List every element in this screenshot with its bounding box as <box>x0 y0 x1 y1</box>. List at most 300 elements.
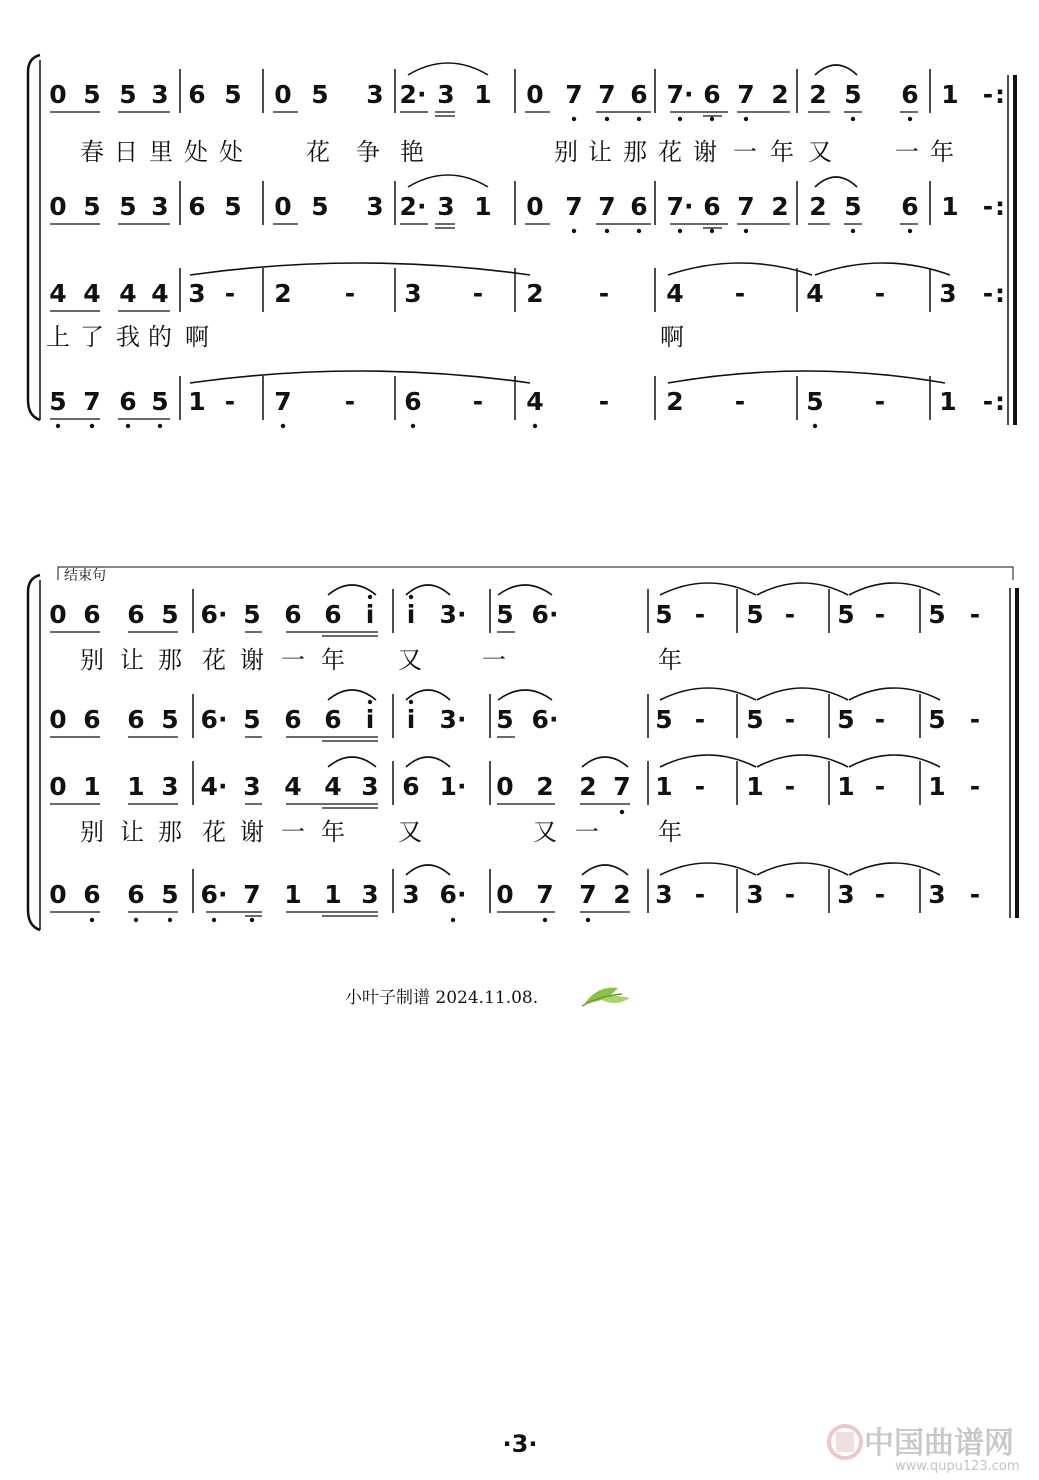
note: 3· <box>439 705 467 734</box>
slur <box>660 688 756 700</box>
note: 0 <box>274 192 292 221</box>
lyric-char: 啊 <box>185 323 209 351</box>
octave-dot <box>572 229 576 233</box>
note: 3 <box>151 80 169 109</box>
note: 6 <box>901 192 919 221</box>
lyric-char: 让 <box>588 138 612 166</box>
lyric-char: 年 <box>658 646 682 674</box>
note: 6 <box>324 600 342 629</box>
note: 5 <box>928 600 946 629</box>
note: - <box>598 279 610 308</box>
note: 3 <box>928 880 946 909</box>
note: 5 <box>224 192 242 221</box>
lyric-char: 花 <box>202 818 226 846</box>
note: 6 <box>404 387 422 416</box>
lyric-char: 艳 <box>400 138 424 166</box>
note: 6· <box>531 600 559 629</box>
note: 2· <box>399 80 427 109</box>
note: 2 <box>579 772 597 801</box>
note: - <box>982 387 994 416</box>
octave-dot <box>212 918 216 922</box>
slur <box>328 757 376 767</box>
note: 2 <box>666 387 684 416</box>
octave-dot <box>451 918 455 922</box>
note: 3 <box>161 772 179 801</box>
slur <box>582 865 628 875</box>
octave-dot <box>543 918 547 922</box>
note: 6 <box>324 705 342 734</box>
slur <box>757 688 848 700</box>
lyric-char: 啊 <box>660 323 684 351</box>
note: 6· <box>531 705 559 734</box>
lyric-char: 年 <box>321 646 345 674</box>
note: 2 <box>274 279 292 308</box>
lyric-char: 那 <box>158 646 182 674</box>
lyric-char: 那 <box>623 138 647 166</box>
lyric-char: 花 <box>202 646 226 674</box>
note: 3 <box>361 880 379 909</box>
note: - <box>969 705 981 734</box>
octave-dot <box>90 424 94 428</box>
note: 0 <box>49 600 67 629</box>
note: 0 <box>49 705 67 734</box>
note: 0 <box>526 192 544 221</box>
note: 7 <box>579 880 597 909</box>
score-marks <box>46 63 1005 922</box>
note: : <box>995 192 1005 221</box>
note: 5 <box>243 705 261 734</box>
slur <box>406 865 450 875</box>
note: 4 <box>151 279 169 308</box>
octave-dot <box>813 424 817 428</box>
lyric-char: 花 <box>306 138 330 166</box>
note: 3 <box>402 880 420 909</box>
slur <box>668 263 812 275</box>
note: - <box>874 387 886 416</box>
note: i <box>406 705 416 734</box>
octave-dot <box>908 117 912 121</box>
slur <box>815 65 857 75</box>
lyric-char: 别 <box>80 646 104 674</box>
note: 4 <box>666 279 684 308</box>
note: - <box>874 880 886 909</box>
lyric-char: 让 <box>120 646 144 674</box>
slur <box>408 63 488 75</box>
lyric-char: 那 <box>158 818 182 846</box>
note: 5 <box>806 387 824 416</box>
lyric-char: 谢 <box>240 646 264 674</box>
note: : <box>995 279 1005 308</box>
note: 5 <box>49 387 67 416</box>
octave-dot <box>710 229 714 233</box>
note: - <box>982 192 994 221</box>
slur <box>757 755 848 767</box>
note: 5 <box>837 705 855 734</box>
slur <box>849 688 940 700</box>
octave-dot <box>250 918 254 922</box>
note: 6 <box>119 387 137 416</box>
slur <box>406 585 450 595</box>
octave-dot <box>533 424 537 428</box>
note: 7 <box>274 387 292 416</box>
note: 5 <box>83 192 101 221</box>
slur <box>190 371 530 383</box>
note: 1· <box>439 772 467 801</box>
note: 0 <box>496 880 514 909</box>
note: 5 <box>119 192 137 221</box>
note: - <box>694 772 706 801</box>
note: 6 <box>83 600 101 629</box>
slur <box>757 863 848 875</box>
lyric-char: 一 <box>733 138 757 166</box>
note: 5 <box>83 80 101 109</box>
note: 6 <box>901 80 919 109</box>
page-number: ·3· <box>502 1430 538 1458</box>
lyric-char: 一 <box>575 818 599 846</box>
lyric-char: 了 <box>80 323 104 351</box>
octave-dot <box>605 117 609 121</box>
note: 3 <box>437 192 455 221</box>
note: 6 <box>83 880 101 909</box>
note: 3 <box>188 279 206 308</box>
note: 1 <box>83 772 101 801</box>
note: 1 <box>127 772 145 801</box>
note: - <box>472 279 484 308</box>
note: - <box>344 279 356 308</box>
note: 6 <box>188 80 206 109</box>
lyric-char: 处 <box>184 138 208 166</box>
note: 3 <box>366 192 384 221</box>
note: 5 <box>496 705 514 734</box>
note: 2 <box>526 279 544 308</box>
lyric-char: 年 <box>658 818 682 846</box>
slur <box>408 175 488 187</box>
note: 7 <box>598 80 616 109</box>
note: 5 <box>161 880 179 909</box>
octave-dot <box>744 117 748 121</box>
note: 1 <box>939 387 957 416</box>
octave-dot <box>710 117 714 121</box>
lyric-char: 别 <box>554 138 578 166</box>
octave-dot <box>637 229 641 233</box>
note: 5 <box>844 192 862 221</box>
note: i <box>365 705 375 734</box>
note: 7 <box>737 192 755 221</box>
note: 6· <box>200 880 228 909</box>
watermark-logo <box>829 1426 861 1458</box>
lyric-char: 又 <box>398 646 422 674</box>
note: 3 <box>361 772 379 801</box>
note: 6 <box>83 705 101 734</box>
note: 0 <box>49 80 67 109</box>
note: 5 <box>655 600 673 629</box>
octave-dot <box>744 229 748 233</box>
note: 6 <box>284 705 302 734</box>
lyric-char: 又 <box>533 818 557 846</box>
note: 1 <box>655 772 673 801</box>
note: 6 <box>127 880 145 909</box>
note: - <box>598 387 610 416</box>
note: 3 <box>151 192 169 221</box>
watermark-name: 中国曲谱网 <box>864 1426 1014 1461</box>
note: - <box>694 880 706 909</box>
note: 1 <box>284 880 302 909</box>
note: 4 <box>119 279 137 308</box>
note: 6 <box>127 600 145 629</box>
note: 3· <box>439 600 467 629</box>
octave-dot <box>56 424 60 428</box>
note: 7 <box>565 192 583 221</box>
octave-dot <box>411 424 415 428</box>
lyric-char: 别 <box>80 818 104 846</box>
octave-dot <box>678 229 682 233</box>
lyric-char: 年 <box>770 138 794 166</box>
note: : <box>995 387 1005 416</box>
note: 0 <box>49 880 67 909</box>
lyric-char: 我 <box>116 323 140 351</box>
note: 3 <box>404 279 422 308</box>
note: 6 <box>630 80 648 109</box>
note: 5 <box>311 192 329 221</box>
lyric-char: 花 <box>658 138 682 166</box>
note: 3 <box>243 772 261 801</box>
note: 6 <box>703 80 721 109</box>
section-label: 结束句 <box>64 568 106 584</box>
note: 5 <box>746 705 764 734</box>
octave-dot <box>158 424 162 428</box>
note: 3 <box>837 880 855 909</box>
note: - <box>874 600 886 629</box>
lyric-char: 争 <box>356 138 380 166</box>
watermark-url: www.qupu123.com <box>895 1459 1020 1474</box>
slur <box>668 371 945 383</box>
lyric-char: 又 <box>398 818 422 846</box>
note: - <box>969 772 981 801</box>
octave-dot <box>605 229 609 233</box>
note: - <box>472 387 484 416</box>
note: - <box>784 880 796 909</box>
note: 5 <box>224 80 242 109</box>
note: - <box>874 772 886 801</box>
slur <box>849 583 940 595</box>
note: 3 <box>746 880 764 909</box>
note: 3 <box>366 80 384 109</box>
note: 6 <box>188 192 206 221</box>
note: 7 <box>598 192 616 221</box>
note: 4 <box>83 279 101 308</box>
lyric-char: 又 <box>808 138 832 166</box>
note: 7 <box>565 80 583 109</box>
note: 0 <box>274 80 292 109</box>
octave-dot <box>409 700 413 704</box>
note: - <box>224 279 236 308</box>
note: 0 <box>496 772 514 801</box>
note: 1 <box>941 80 959 109</box>
note: i <box>406 600 416 629</box>
note: 2 <box>771 80 789 109</box>
lyric-char: 谢 <box>693 138 717 166</box>
note: - <box>982 80 994 109</box>
lyric-char: 一 <box>895 138 919 166</box>
note: 1 <box>746 772 764 801</box>
lyric-char: 日 <box>114 138 138 166</box>
note: : <box>995 80 1005 109</box>
system-1-frame <box>28 55 1015 425</box>
note: 1 <box>941 192 959 221</box>
note: 4 <box>284 772 302 801</box>
note: 0 <box>49 192 67 221</box>
note: 1 <box>474 192 492 221</box>
octave-dot <box>572 117 576 121</box>
slur <box>406 690 450 700</box>
lyric-char: 谢 <box>240 818 264 846</box>
note: - <box>344 387 356 416</box>
octave-dot <box>851 229 855 233</box>
slur <box>815 177 857 187</box>
octave-dot <box>851 117 855 121</box>
note: 6 <box>630 192 648 221</box>
note: 3 <box>655 880 673 909</box>
note: 6 <box>127 705 145 734</box>
octave-dot <box>586 918 590 922</box>
octave-dot <box>168 918 172 922</box>
slur <box>849 755 940 767</box>
lyric-char: 处 <box>219 138 243 166</box>
note: 4· <box>200 772 228 801</box>
octave-dot <box>637 117 641 121</box>
note: - <box>969 600 981 629</box>
note: 5 <box>496 600 514 629</box>
note: 6 <box>402 772 420 801</box>
note: 5 <box>844 80 862 109</box>
note: - <box>982 279 994 308</box>
note: 1 <box>928 772 946 801</box>
note: 7 <box>536 880 554 909</box>
note: 2 <box>613 880 631 909</box>
octave-dot <box>126 424 130 428</box>
note: 2· <box>399 192 427 221</box>
octave-dot <box>908 229 912 233</box>
note: 4 <box>49 279 67 308</box>
note: - <box>694 705 706 734</box>
note: 5 <box>837 600 855 629</box>
lyric-char: 上 <box>46 323 70 351</box>
note: 7· <box>666 192 694 221</box>
lyric-char: 年 <box>930 138 954 166</box>
note: 4 <box>324 772 342 801</box>
note: 4 <box>526 387 544 416</box>
note: - <box>874 279 886 308</box>
note: 0 <box>49 772 67 801</box>
leaf-icon <box>582 988 630 1006</box>
slur <box>660 755 756 767</box>
slur <box>849 863 940 875</box>
slur <box>328 585 376 595</box>
lyric-char: 一 <box>281 646 305 674</box>
note: 5 <box>151 387 169 416</box>
octave-dot <box>409 595 413 599</box>
note: - <box>784 772 796 801</box>
note: 6 <box>703 192 721 221</box>
note: - <box>224 387 236 416</box>
note: 1 <box>188 387 206 416</box>
note: 5 <box>746 600 764 629</box>
octave-dot <box>90 918 94 922</box>
lyric-char: 让 <box>120 818 144 846</box>
lyric-char: 春 <box>80 138 104 166</box>
note: 0 <box>526 80 544 109</box>
lyric-char: 里 <box>149 138 173 166</box>
lyric-char: 的 <box>148 323 172 351</box>
note: 6· <box>200 705 228 734</box>
note: 2 <box>809 192 827 221</box>
note: - <box>784 705 796 734</box>
note: 2 <box>809 80 827 109</box>
note: 6 <box>284 600 302 629</box>
note: 6· <box>200 600 228 629</box>
slur <box>328 690 376 700</box>
note: 3 <box>437 80 455 109</box>
slur <box>660 863 756 875</box>
note: 2 <box>536 772 554 801</box>
note: 5 <box>243 600 261 629</box>
note: 4 <box>806 279 824 308</box>
note: i <box>365 600 375 629</box>
slur <box>406 757 450 767</box>
slur <box>660 583 756 595</box>
note: - <box>734 387 746 416</box>
slur <box>498 585 552 595</box>
note: - <box>694 600 706 629</box>
note: 7 <box>83 387 101 416</box>
octave-dot <box>620 810 624 814</box>
credit-text: 小叶子制谱 2024.11.08. <box>345 988 539 1008</box>
octave-dot <box>368 700 372 704</box>
slur <box>498 690 552 700</box>
note: - <box>734 279 746 308</box>
note: - <box>784 600 796 629</box>
note: 2 <box>771 192 789 221</box>
note: 5 <box>928 705 946 734</box>
note: 3 <box>939 279 957 308</box>
lyric-char: 一 <box>482 646 506 674</box>
note: 7 <box>613 772 631 801</box>
note: 5 <box>119 80 137 109</box>
note: 6· <box>439 880 467 909</box>
note: 7 <box>243 880 261 909</box>
slur <box>190 263 530 275</box>
note: 5 <box>655 705 673 734</box>
note: - <box>874 705 886 734</box>
octave-dot <box>678 117 682 121</box>
note: 5 <box>311 80 329 109</box>
octave-dot <box>281 424 285 428</box>
slur <box>582 757 628 767</box>
note: 1 <box>324 880 342 909</box>
note: 1 <box>837 772 855 801</box>
slur <box>757 583 848 595</box>
note: 5 <box>161 600 179 629</box>
octave-dot <box>134 918 138 922</box>
note: 7 <box>737 80 755 109</box>
note: 7· <box>666 80 694 109</box>
lyric-char: 年 <box>321 818 345 846</box>
lyric-char: 一 <box>281 818 305 846</box>
note: - <box>969 880 981 909</box>
note: 1 <box>474 80 492 109</box>
note: 5 <box>161 705 179 734</box>
octave-dot <box>368 595 372 599</box>
